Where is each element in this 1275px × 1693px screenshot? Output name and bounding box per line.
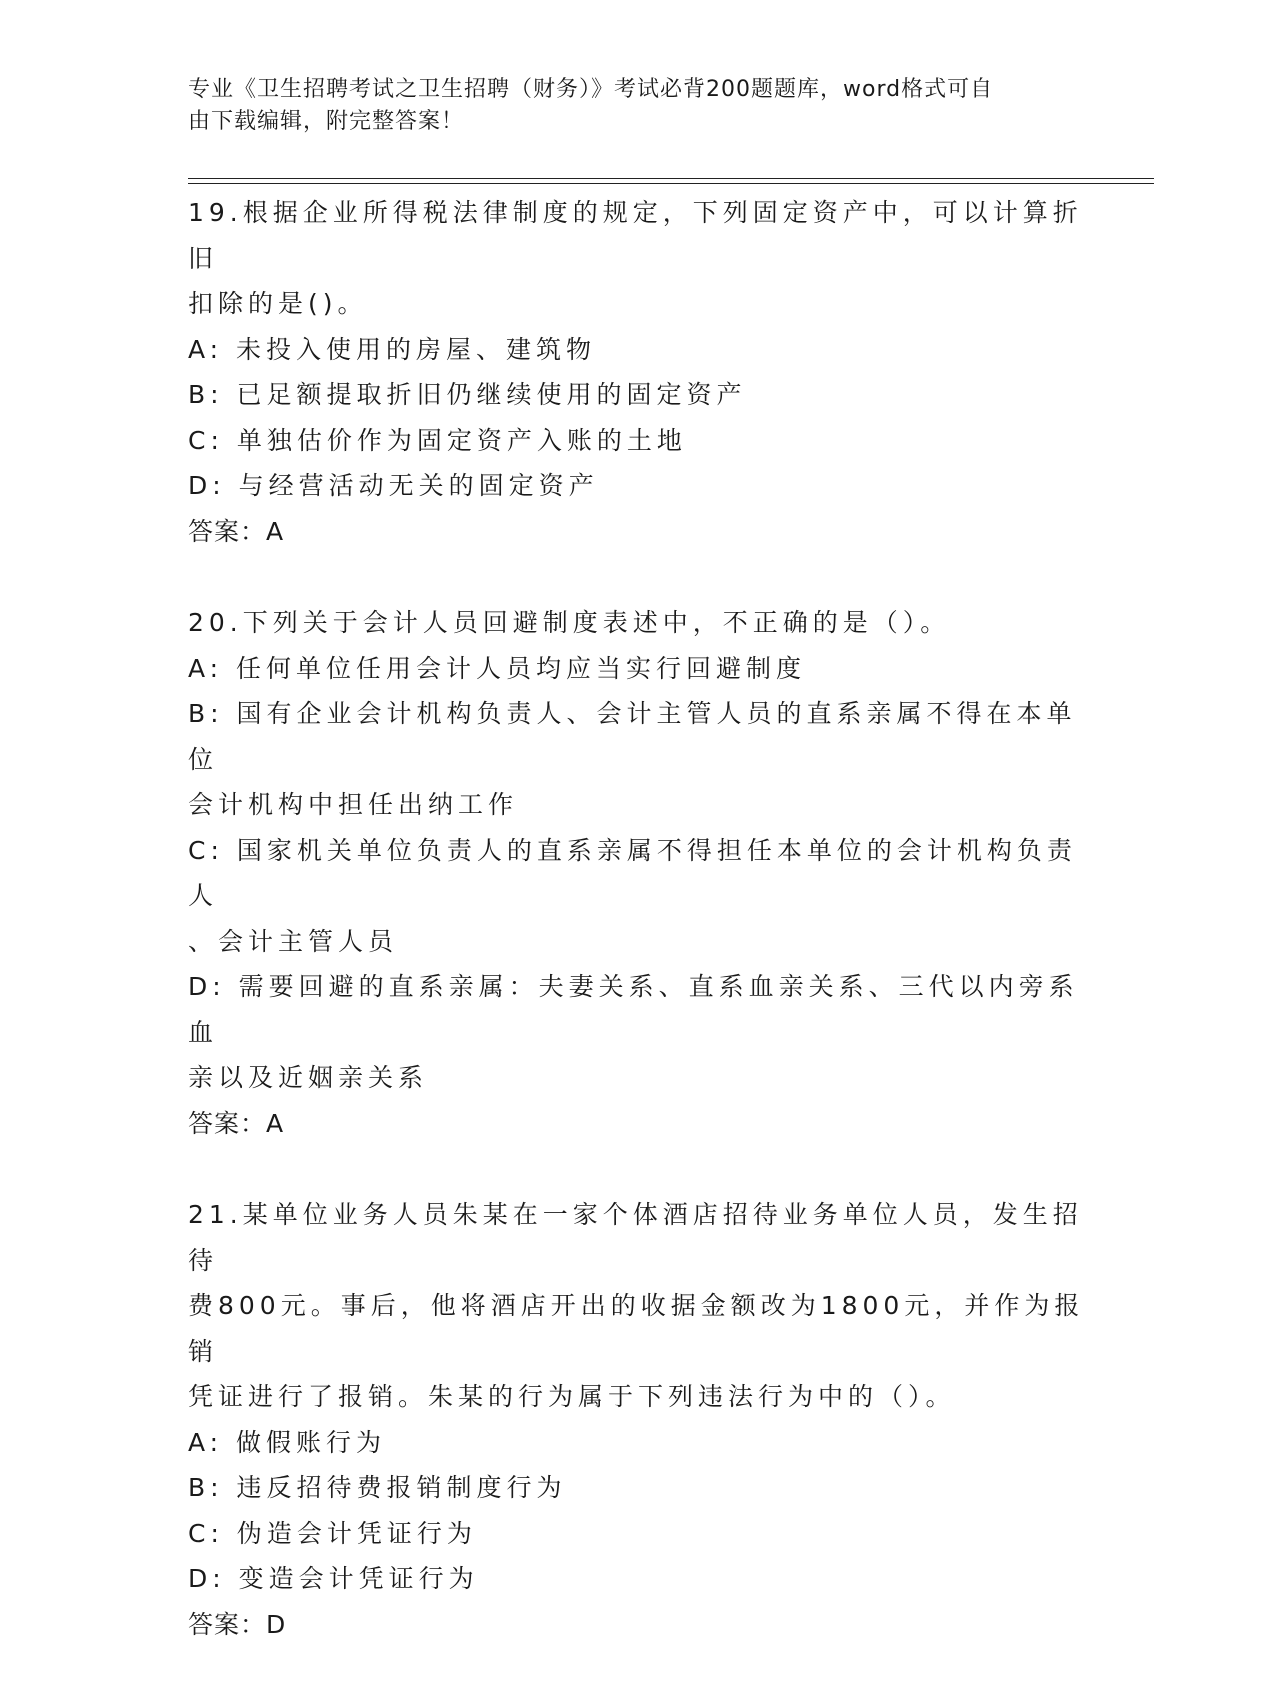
- option-a: A: 未投入使用的房屋、建筑物: [188, 334, 597, 364]
- answer: 答案：A: [188, 1108, 285, 1138]
- option-d-continued: 亲以及近姻亲关系: [188, 1063, 429, 1092]
- option-a: A: 任何单位任用会计人员均应当实行回避制度: [188, 653, 807, 683]
- option-b-continued: 会计机构中担任出纳工作: [188, 790, 519, 819]
- question-21: [188, 1192, 1088, 1647]
- option-d: D: 需要回避的直系亲属：夫妻关系、直系血亲关系、三代以内旁系血: [188, 972, 1079, 1047]
- question-stem: 20.下列关于会计人员回避制度表述中，不正确的是（）。: [188, 608, 951, 637]
- answer: 答案：D: [188, 1609, 287, 1639]
- document-header: [188, 74, 1068, 138]
- question-stem: 凭证进行了报销。朱某的行为属于下列违法行为中的（）。: [188, 1382, 956, 1411]
- option-a: A: 做假账行为: [188, 1427, 387, 1457]
- option-d: D: 与经营活动无关的固定资产: [188, 471, 599, 500]
- question-stem: 19.根据企业所得税法律制度的规定，下列固定资产中，可以计算折旧: [188, 198, 1083, 273]
- question-list: [188, 190, 1088, 1693]
- option-c: C: 伪造会计凭证行为: [188, 1518, 477, 1548]
- option-b: B: 违反招待费报销制度行为: [188, 1473, 567, 1502]
- answer: 答案：A: [188, 516, 285, 546]
- option-c-continued: 、会计主管人员: [188, 926, 399, 956]
- option-c: C: 单独估价作为固定资产入账的土地: [188, 425, 687, 455]
- question-20: [188, 600, 1088, 1146]
- question-stem: 扣除的是()。: [188, 289, 368, 318]
- header-line-2: 由下载编辑，附完整答案！: [188, 109, 465, 134]
- option-b: B: 已足额提取折旧仍继续使用的固定资产: [188, 380, 747, 409]
- question-stem: 21.某单位业务人员朱某在一家个体酒店招待业务单位人员，发生招待: [188, 1200, 1083, 1275]
- option-b: B: 国有企业会计机构负责人、会计主管人员的直系亲属不得在本单位: [188, 699, 1077, 774]
- header-divider-top: [188, 178, 1154, 179]
- option-d: D: 变造会计凭证行为: [188, 1564, 479, 1593]
- question-19: [188, 190, 1088, 554]
- question-stem: 费800元。事后，他将酒店开出的收据金额改为1800元，并作为报销: [188, 1291, 1085, 1366]
- header-divider-bottom: [188, 183, 1154, 184]
- option-c: C: 国家机关单位负责人的直系亲属不得担任本单位的会计机构负责人: [188, 835, 1077, 910]
- header-line-1: 专业《卫生招聘考试之卫生招聘（财务）》考试必背200题题库，word格式可自: [188, 77, 994, 102]
